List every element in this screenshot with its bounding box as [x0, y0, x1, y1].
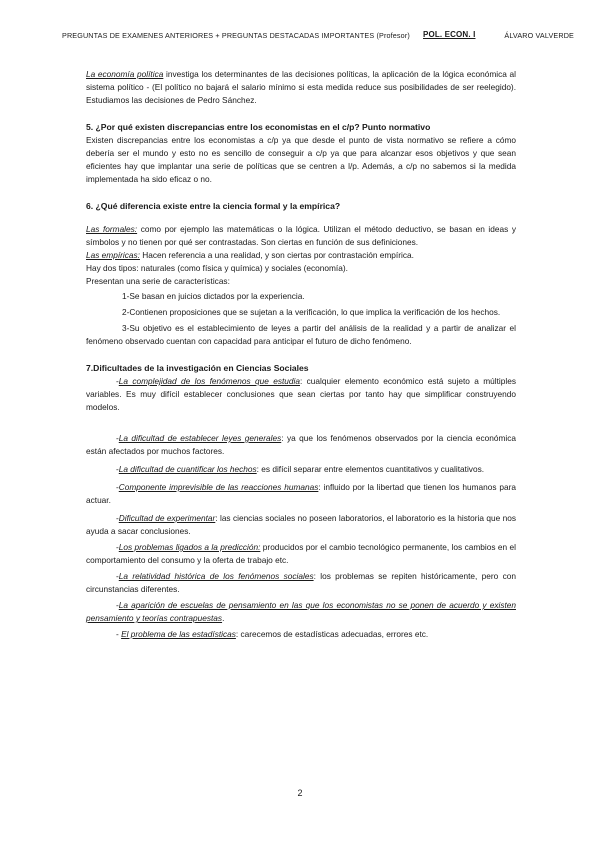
- q7-item-term: La dificultad de cuantificar los hechos: [118, 464, 257, 474]
- q6-heading: 6. ¿Qué diferencia existe entre la ciencia formal y la empírica?: [86, 201, 341, 211]
- q7-item: [86, 512, 516, 538]
- q7-item-text: : los problemas se repiten históricamente, pero con circunstancias diferentes.: [86, 571, 516, 594]
- header-course: POL. ECON. I: [423, 31, 476, 39]
- q7-item-prefix: -: [116, 376, 119, 386]
- header-author: ÁLVARO VALVERDE: [504, 31, 574, 40]
- q6-types: Hay dos tipos: naturales (como física y química) y sociales (economía).: [86, 263, 348, 273]
- q7-item-prefix: -: [116, 482, 119, 492]
- q7-item: [86, 481, 516, 507]
- intro-term: La economía política: [86, 69, 164, 79]
- q6-formales-paragraph: [86, 223, 516, 249]
- q7-item-prefix: -: [116, 629, 122, 639]
- q7-item-text: : ya que los fenómenos observados por la ciencia económica están afectados por muchos factores.: [86, 433, 516, 456]
- q7-item: [86, 541, 516, 567]
- q7-item-term: La relatividad histórica de los fenómenos sociales: [118, 571, 314, 581]
- q7-item-prefix: -: [116, 542, 119, 552]
- q7-item-term: El problema de las estadísticas: [121, 629, 236, 639]
- q7-item: [86, 570, 516, 596]
- q6-features-intro: Presentan una serie de características:: [86, 276, 230, 286]
- q7-item-prefix: -: [116, 600, 119, 610]
- q6-formales-text: como por ejemplo las matemáticas o la lógica. Utilizan el método deductivo, se basan en ideas y símbolos y no tienen por qué ser contrastadas. Son ciertas en función de sus definiciones.: [86, 224, 516, 247]
- q7-item-text: .: [222, 613, 225, 623]
- q7-item-term: Dificultad de experimentar: [118, 513, 216, 523]
- q7-item-text: : carecemos de estadísticas adecuadas, errores etc.: [235, 629, 429, 639]
- q7-item-term: La complejidad de los fenómenos que estudia: [118, 376, 300, 386]
- q7-item-prefix: -: [116, 464, 119, 474]
- q7-item-term: La dificultad de establecer leyes generales: [118, 433, 282, 443]
- q7-item-text: : las ciencias sociales no poseen laboratorios, el laboratorio es la historia que nos ayuda a sacar conclusiones.: [86, 513, 516, 536]
- q7-item: [86, 599, 516, 625]
- page-header: [62, 31, 574, 43]
- q6-formales-term: Las formales:: [86, 224, 138, 234]
- q7-item-term: Los problemas ligados a la predicción:: [118, 542, 261, 552]
- page-number: 2: [297, 788, 303, 798]
- q7-item-text: : cualquier elemento económico está sujeto a múltiples variables. Es muy difícil establecer conclusiones que sean ciertas por tanto hay que simplificar construyendo modelos.: [86, 376, 516, 412]
- q7-item-term: Componente imprevisible de las reacciones humanas: [118, 482, 319, 492]
- q7-item: [86, 628, 516, 641]
- q6-feature-item: 1-Se basan en juicios dictados por la experiencia.: [122, 291, 305, 301]
- q7-item: [86, 463, 516, 476]
- q7-item-text: : influido por la libertad que tienen los humanos para actuar.: [86, 482, 516, 505]
- q5-body: Existen discrepancias entre los economistas a c/p ya que desde el punto de vista normativo se refiere a cómo debería ser el mundo y esto no es sencillo de conseguir a c/p ya que para alcanzar esos objetivos y que sean eficientes hay que implantar una serie de políticas que se centren a l/p. Además, a c/p no sabemos si la medida implementada ha sido eficaz o no.: [86, 135, 516, 184]
- q7-item-prefix: -: [116, 571, 119, 581]
- page-content: [86, 68, 516, 641]
- q7-item: [86, 432, 516, 458]
- q7-item: [86, 375, 516, 414]
- q6-empiricas-text: Hacen referencia a una realidad, y son ciertas por contrastación empírica.: [139, 250, 414, 260]
- q5-heading: 5. ¿Por qué existen discrepancias entre los economistas en el c/p? Punto normativo: [86, 122, 431, 132]
- q7-item-text: : es difícil separar entre elementos cuantitativos y cualitativos.: [256, 464, 485, 474]
- q7-item-text: producidos por el cambio tecnológico permanente, los cambios en el comportamiento del consumo y la oferta de trabajo etc.: [86, 542, 516, 565]
- q7-item-prefix: -: [116, 433, 119, 443]
- q6-empiricas-paragraph: [86, 249, 516, 262]
- q7-item-term: La aparición de escuelas de pensamiento en las que los economistas no se ponen de acuerdo y existen pensamiento y teorías contrapuestas: [86, 600, 516, 623]
- intro-text: investiga los determinantes de las decisiones políticas, la aplicación de la lógica económica al sistema político - (El político no bajará el salario mínimo si esta medida reduce sus posibilidades de ser reelegido). Estudiamos las decisiones de Pedro Sánchez.: [86, 69, 516, 105]
- q6-feature-item: 3-Su objetivo es el establecimiento de leyes a partir del análisis de la realidad y a partir de analizar el fenómeno observado cuentan con capacidad para anticipar el futuro de dicho fenómeno.: [86, 323, 516, 346]
- q7-heading: 7.Dificultades de la investigación en Ciencias Sociales: [86, 363, 309, 373]
- q6-empiricas-term: Las empíricas:: [86, 250, 140, 260]
- header-left-text: PREGUNTAS DE EXAMENES ANTERIORES + PREGUNTAS DESTACADAS IMPORTANTES (Profesor): [62, 31, 410, 40]
- q6-feature-item: 2-Contienen proposiciones que se sujetan a la verificación, lo que implica la verificación de los hechos.: [122, 307, 501, 317]
- intro-paragraph: [86, 68, 516, 107]
- q7-item-prefix: -: [116, 513, 119, 523]
